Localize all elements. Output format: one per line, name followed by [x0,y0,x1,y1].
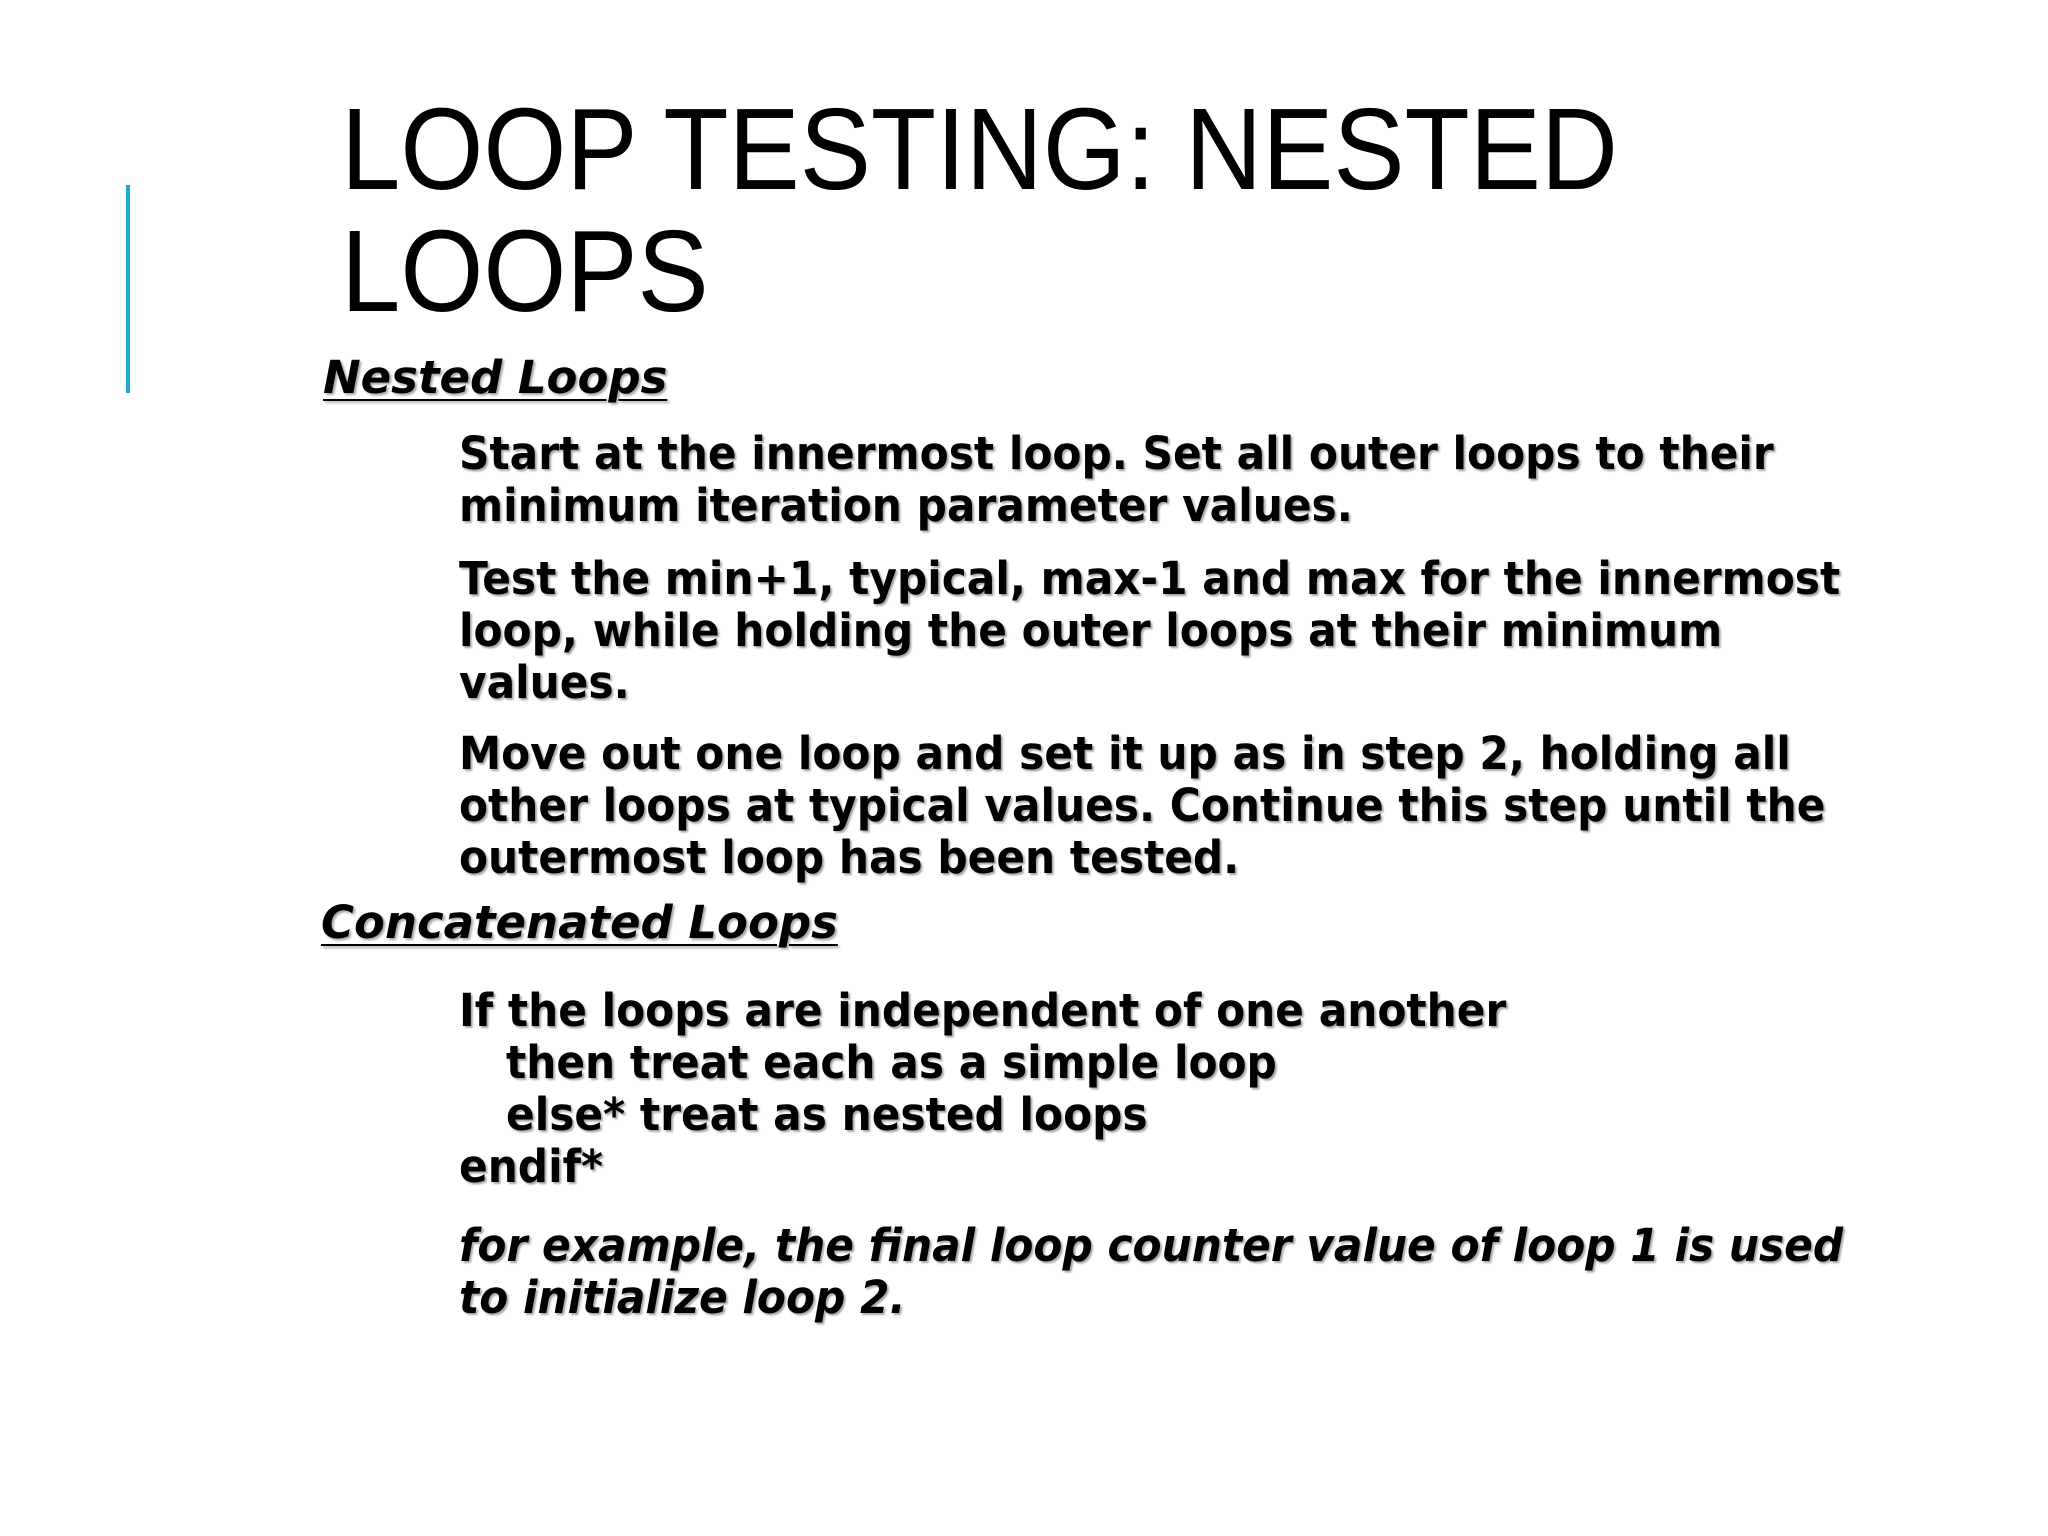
pseudo-line-if: If the loops are independent of one another [459,984,1507,1037]
concatenated-footnote: for example, the final loop counter value of loop 1 is used to initialize loop 2. [459,1219,1844,1324]
slide-title-line-2: LOOPS [341,206,709,336]
slide-title [341,84,1813,336]
concatenated-loops-heading: Concatenated Loops [321,896,838,949]
pseudo-line-then: then treat each as a simple loop [506,1036,1277,1089]
nested-step-1: Start at the innermost loop. Set all outer loops to their minimum iteration parameter values. [459,427,1774,532]
nested-loops-heading: Nested Loops [323,351,668,404]
nested-step-3: Move out one loop and set it up as in step 2, holding all other loops at typical values. Continue this step until the outermost loop has been tested. [459,727,1826,884]
concatenated-pseudocode [459,985,1869,1193]
nested-step-2: Test the min+1, typical, max-1 and max for the innermost loop, while holding the outer loops at their minimum values. [459,552,1841,709]
pseudo-line-endif: endif* [459,1140,604,1193]
slide-title-line-1: LOOP TESTING: NESTED [341,84,1619,214]
pseudo-line-else: else* treat as nested loops [506,1088,1148,1141]
title-accent-bar [126,185,130,393]
